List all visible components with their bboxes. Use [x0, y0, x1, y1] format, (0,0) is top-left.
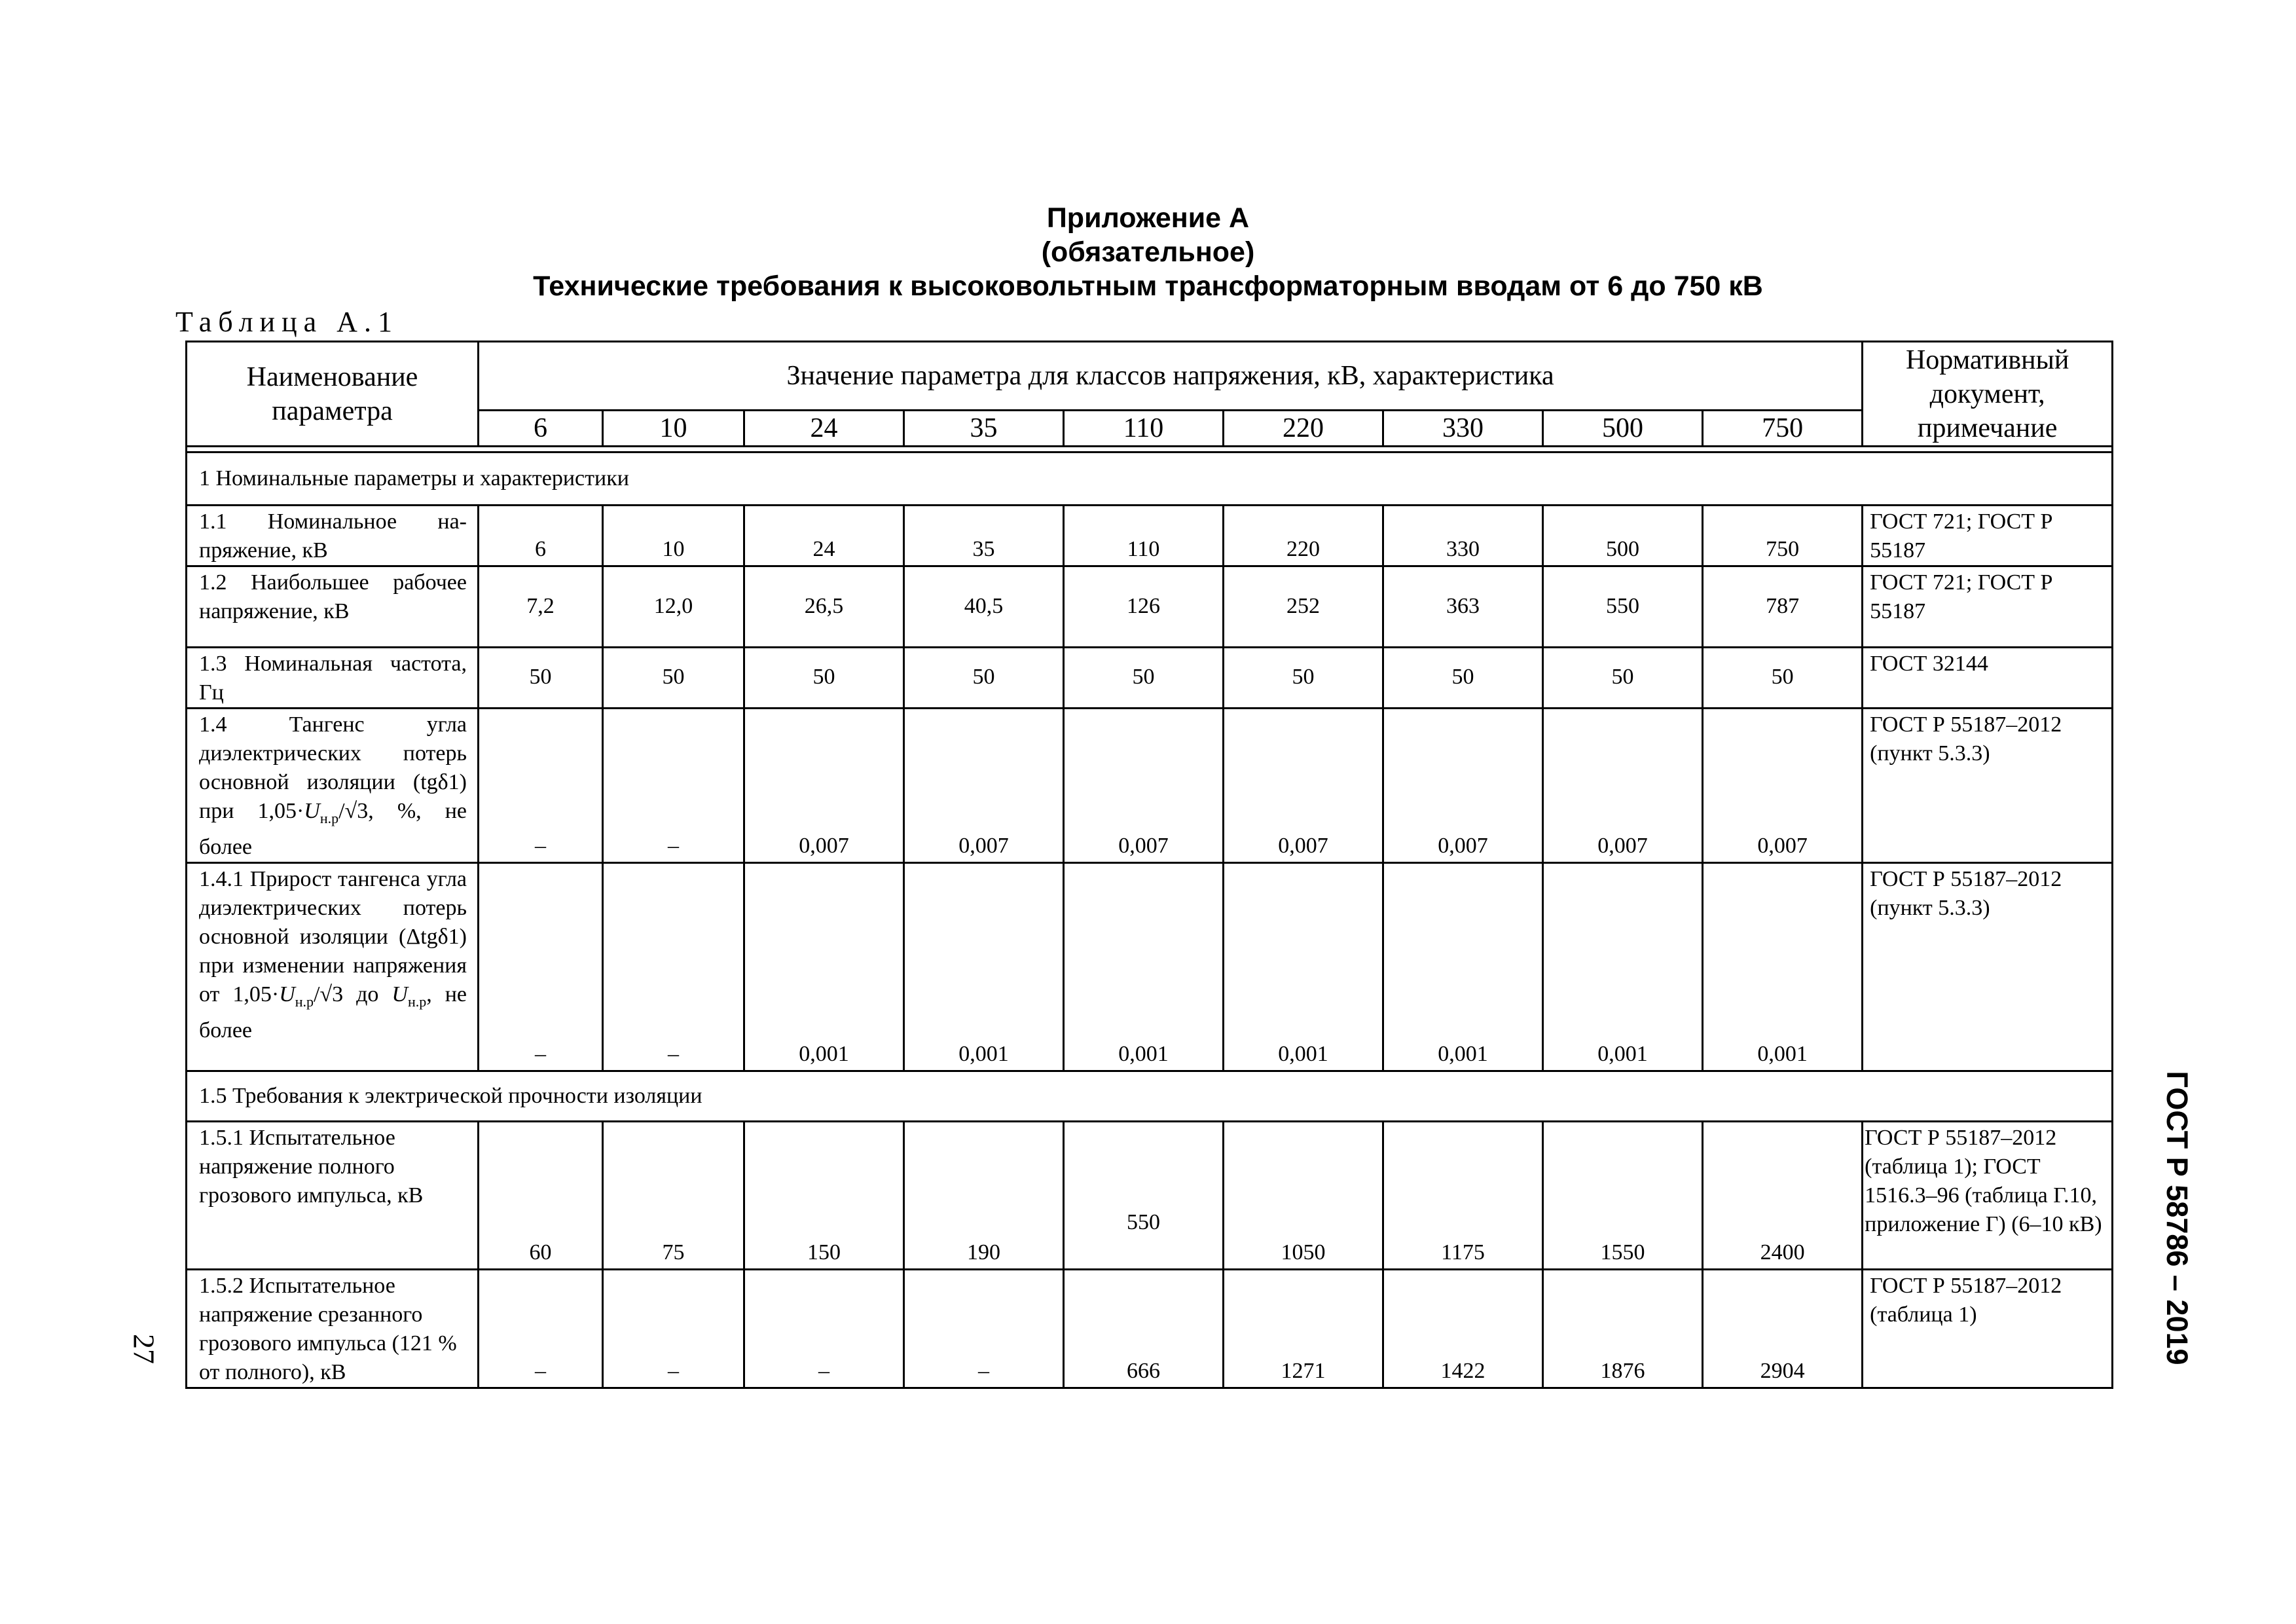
value-cell: 0,007 — [904, 709, 1064, 863]
value-cell: 0,007 — [1064, 709, 1224, 863]
parameter-name: 1.5.2 Испытательное напряжение срезанного грозового импульса (121 % от полного), кВ — [187, 1269, 479, 1388]
value-cell: 50 — [1383, 648, 1543, 709]
header-class: 330 — [1383, 411, 1543, 447]
parameter-name: 1.4.1 Прирост тангенса угла диэлектрических потерь основной изоляции (Δtgδ1) при изменении напряжения от $1,05\cdot U_{н.р}/√3$ до $U_{н.р}$, не более — [187, 862, 479, 1071]
value-cell: 1876 — [1543, 1269, 1703, 1388]
value-cell: 10 — [603, 506, 744, 566]
value-cell: 0,007 — [1703, 709, 1863, 863]
section-heading: 1.5 Требования к электрической прочности изоляции — [187, 1071, 2113, 1121]
value-cell: 40,5 — [904, 566, 1064, 648]
normative-doc: ГОСТ 721; ГОСТ Р 55187 — [1863, 566, 2113, 648]
value-cell: 750 — [1703, 506, 1863, 566]
value-cell: 75 — [603, 1121, 744, 1269]
appendix-title: Приложение А — [1046, 202, 1250, 234]
value-cell: 0,001 — [1064, 862, 1224, 1071]
value-cell: 363 — [1383, 566, 1543, 648]
value-cell: 26,5 — [744, 566, 904, 648]
value-cell: 1175 — [1383, 1121, 1543, 1269]
value-cell: 24 — [744, 506, 904, 566]
value-cell: 50 — [1703, 648, 1863, 709]
table-row — [187, 566, 2113, 648]
parameter-name: 1.1 Номинальное на- пряжение, кВ — [187, 506, 479, 566]
value-cell: 0,001 — [1543, 862, 1703, 1071]
value-cell: 0,007 — [1224, 709, 1383, 863]
value-cell: – — [479, 1269, 603, 1388]
section-heading: 1 Номинальные параметры и характеристики — [187, 452, 2113, 506]
value-cell: – — [744, 1269, 904, 1388]
parameter-name: 1.4 Тангенс угла диэлектрических потерь основной изоляции (tgδ1) при $1,05\cdot U_{н.р}/√3$, %, не более — [187, 709, 479, 863]
normative-doc: ГОСТ Р 55187–2012 (пункт 5.3.3) — [1863, 862, 2113, 1071]
value-cell: 0,007 — [1543, 709, 1703, 863]
value-cell: 0,001 — [744, 862, 904, 1071]
table-row — [187, 862, 2113, 1071]
value-cell: – — [479, 862, 603, 1071]
table-row — [187, 709, 2113, 863]
value-cell: 1422 — [1383, 1269, 1543, 1388]
value-cell: 7,2 — [479, 566, 603, 648]
document-code: ГОСТ Р 58786 – 2019 — [2160, 1071, 2194, 1365]
normative-doc: ГОСТ 32144 — [1863, 648, 2113, 709]
header-class: 500 — [1543, 411, 1703, 447]
value-cell: 220 — [1224, 506, 1383, 566]
header-class: 750 — [1703, 411, 1863, 447]
value-cell: 190 — [904, 1121, 1064, 1269]
appendix-subtitle: Технические требования к высоковольтным трансформаторным вводам от 6 до 750 кВ — [533, 270, 1763, 302]
parameter-name: 1.2 Наибольшее рабочее напряжение, кВ — [187, 566, 479, 648]
value-cell: 0,001 — [1224, 862, 1383, 1071]
page-number: 27 — [127, 1334, 161, 1364]
value-cell: 2904 — [1703, 1269, 1863, 1388]
normative-doc: ГОСТ Р 55187–2012 (пункт 5.3.3) — [1863, 709, 2113, 863]
table-row — [187, 648, 2113, 709]
value-cell: 50 — [744, 648, 904, 709]
normative-doc: ГОСТ 721; ГОСТ Р 55187 — [1863, 506, 2113, 566]
value-cell: – — [603, 862, 744, 1071]
value-cell: 110 — [1064, 506, 1224, 566]
header-value-group: Значение параметра для классов напряжения, кВ, характеристика — [479, 342, 1863, 411]
value-cell: 252 — [1224, 566, 1383, 648]
value-cell: 666 — [1064, 1269, 1224, 1388]
value-cell: 50 — [1543, 648, 1703, 709]
value-cell: – — [603, 1269, 744, 1388]
value-cell: – — [904, 1269, 1064, 1388]
value-cell: 6 — [479, 506, 603, 566]
header-normative-doc: Нормативный документ, примечание — [1863, 342, 2113, 447]
value-cell: 787 — [1703, 566, 1863, 648]
value-cell: 50 — [904, 648, 1064, 709]
appendix-status: (обязательное) — [1041, 236, 1255, 268]
value-cell: 50 — [603, 648, 744, 709]
value-cell: – — [603, 709, 744, 863]
value-cell: – — [479, 709, 603, 863]
normative-doc: ГОСТ Р 55187–2012 (таблица 1) — [1863, 1269, 2113, 1388]
parameter-name: 1.5.1 Испытательное напряжение полного грозового импульса, кВ — [187, 1121, 479, 1269]
table-row — [187, 1269, 2113, 1388]
header-class: 220 — [1224, 411, 1383, 447]
value-cell: 500 — [1543, 506, 1703, 566]
value-cell: 12,0 — [603, 566, 744, 648]
table-row — [187, 506, 2113, 566]
normative-doc: ГОСТ Р 55187–2012 (таблица 1); ГОСТ 1516.3–96 (таблица Г.10, приложение Г) (6–10 кВ) — [1863, 1121, 2113, 1269]
value-cell: 50 — [1064, 648, 1224, 709]
value-cell: 2400 — [1703, 1121, 1863, 1269]
header-class: 6 — [479, 411, 603, 447]
value-cell: 0,007 — [1383, 709, 1543, 863]
value-cell: 0,007 — [744, 709, 904, 863]
value-cell: 1050 — [1224, 1121, 1383, 1269]
requirements-table — [185, 341, 2113, 1389]
value-cell: 1271 — [1224, 1269, 1383, 1388]
value-cell: 1550 — [1543, 1121, 1703, 1269]
value-cell: 330 — [1383, 506, 1543, 566]
value-cell: 35 — [904, 506, 1064, 566]
value-cell: 50 — [1224, 648, 1383, 709]
value-cell: 60 — [479, 1121, 603, 1269]
header-class: 24 — [744, 411, 904, 447]
header-class: 10 — [603, 411, 744, 447]
value-cell: 0,001 — [904, 862, 1064, 1071]
parameter-name: 1.3 Номинальная частота, Гц — [187, 648, 479, 709]
value-cell: 0,001 — [1703, 862, 1863, 1071]
value-cell: 126 — [1064, 566, 1224, 648]
value-cell: 550 — [1543, 566, 1703, 648]
table-row — [187, 1121, 2113, 1269]
header-class: 35 — [904, 411, 1064, 447]
value-cell: 50 — [479, 648, 603, 709]
value-cell: 0,001 — [1383, 862, 1543, 1071]
header-class: 110 — [1064, 411, 1224, 447]
table-caption: Таблица А.1 — [175, 306, 399, 338]
header-parameter-name: Наименование параметра — [187, 342, 479, 447]
value-cell: 550 — [1064, 1121, 1224, 1269]
value-cell: 150 — [744, 1121, 904, 1269]
